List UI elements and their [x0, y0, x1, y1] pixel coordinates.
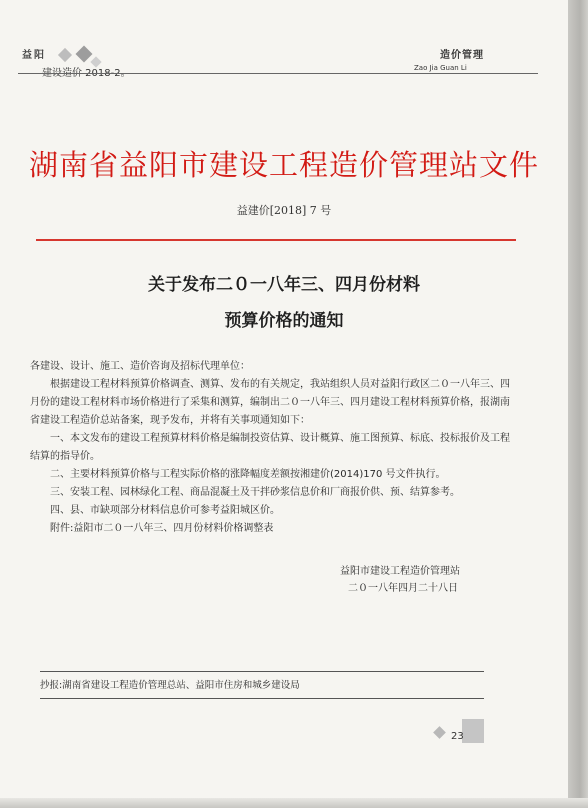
item-2: 二、主要材料预算价格与工程实际价格的涨降幅度差额按湘建价(2014)170 号文件执行。: [50, 469, 446, 480]
organization-title: 湖南省益阳市建设工程造价管理站文件: [28, 148, 539, 182]
magazine-name: 益阳: [22, 50, 46, 61]
cc-top-rule: [40, 671, 484, 672]
body-paragraph: 根据建设工程材料预算价格调查、测算、发布的有关规定，我站组织人员对益阳行政区二０一八年三、四月份的建设工程材料市场价格进行了采集和测算，编制出二０一八年三、四月建设工程材料预算价格，报湖南省建设工程造价总站备案，现予发布，并将有关事项通知如下：: [30, 379, 510, 426]
attachment-line: 附件:益阳市二０一八年三、四月份材料价格调整表: [50, 523, 274, 534]
salutation: 各建设、设计、施工、造价咨询及招标代理单位：: [30, 361, 250, 372]
column-name: 造价管理: [440, 50, 484, 61]
book-spine: [568, 0, 588, 808]
item-1: 一、本文发布的建设工程预算材料价格是编制投资估算、设计概算、施工图预算、标底、投标报价及工程结算的指导价。: [30, 433, 510, 462]
notice-title-line2: 预算价格的通知: [224, 311, 344, 331]
item-3: 三、安装工程、园林绿化工程、商品混凝土及干拌砂浆信息价和厂商报价供、预、结算参考。: [50, 487, 460, 498]
page-number-box: [462, 719, 484, 743]
diamond-decoration-icon: [433, 726, 446, 739]
column-pinyin: Zao Jia Guan Li: [414, 64, 467, 72]
page-number: 23: [451, 731, 464, 742]
cc-bottom-rule: [40, 698, 484, 699]
red-divider: [36, 239, 516, 241]
signature-org: 益阳市建设工程造价管理站: [340, 566, 460, 577]
signature-date: 二０一八年四月二十八日: [348, 583, 458, 594]
diamond-decoration-icon: [76, 46, 93, 63]
cc-line: 抄报:湖南省建设工程造价管理总站、益阳市住房和城乡建设局: [40, 680, 300, 691]
page-edge-shadow: [0, 798, 588, 808]
diamond-decoration-icon: [58, 48, 72, 62]
item-4: 四、县、市缺项部分材料信息价可参考益阳城区价。: [50, 505, 280, 516]
notice-title-line1: 关于发布二０一八年三、四月份材料: [148, 275, 420, 295]
notice-title: [0, 267, 568, 339]
document-number: 益建价[2018] 7 号: [236, 204, 332, 217]
header-rule: [18, 73, 538, 74]
notice-body: [30, 358, 514, 538]
issue-label: [42, 64, 131, 79]
